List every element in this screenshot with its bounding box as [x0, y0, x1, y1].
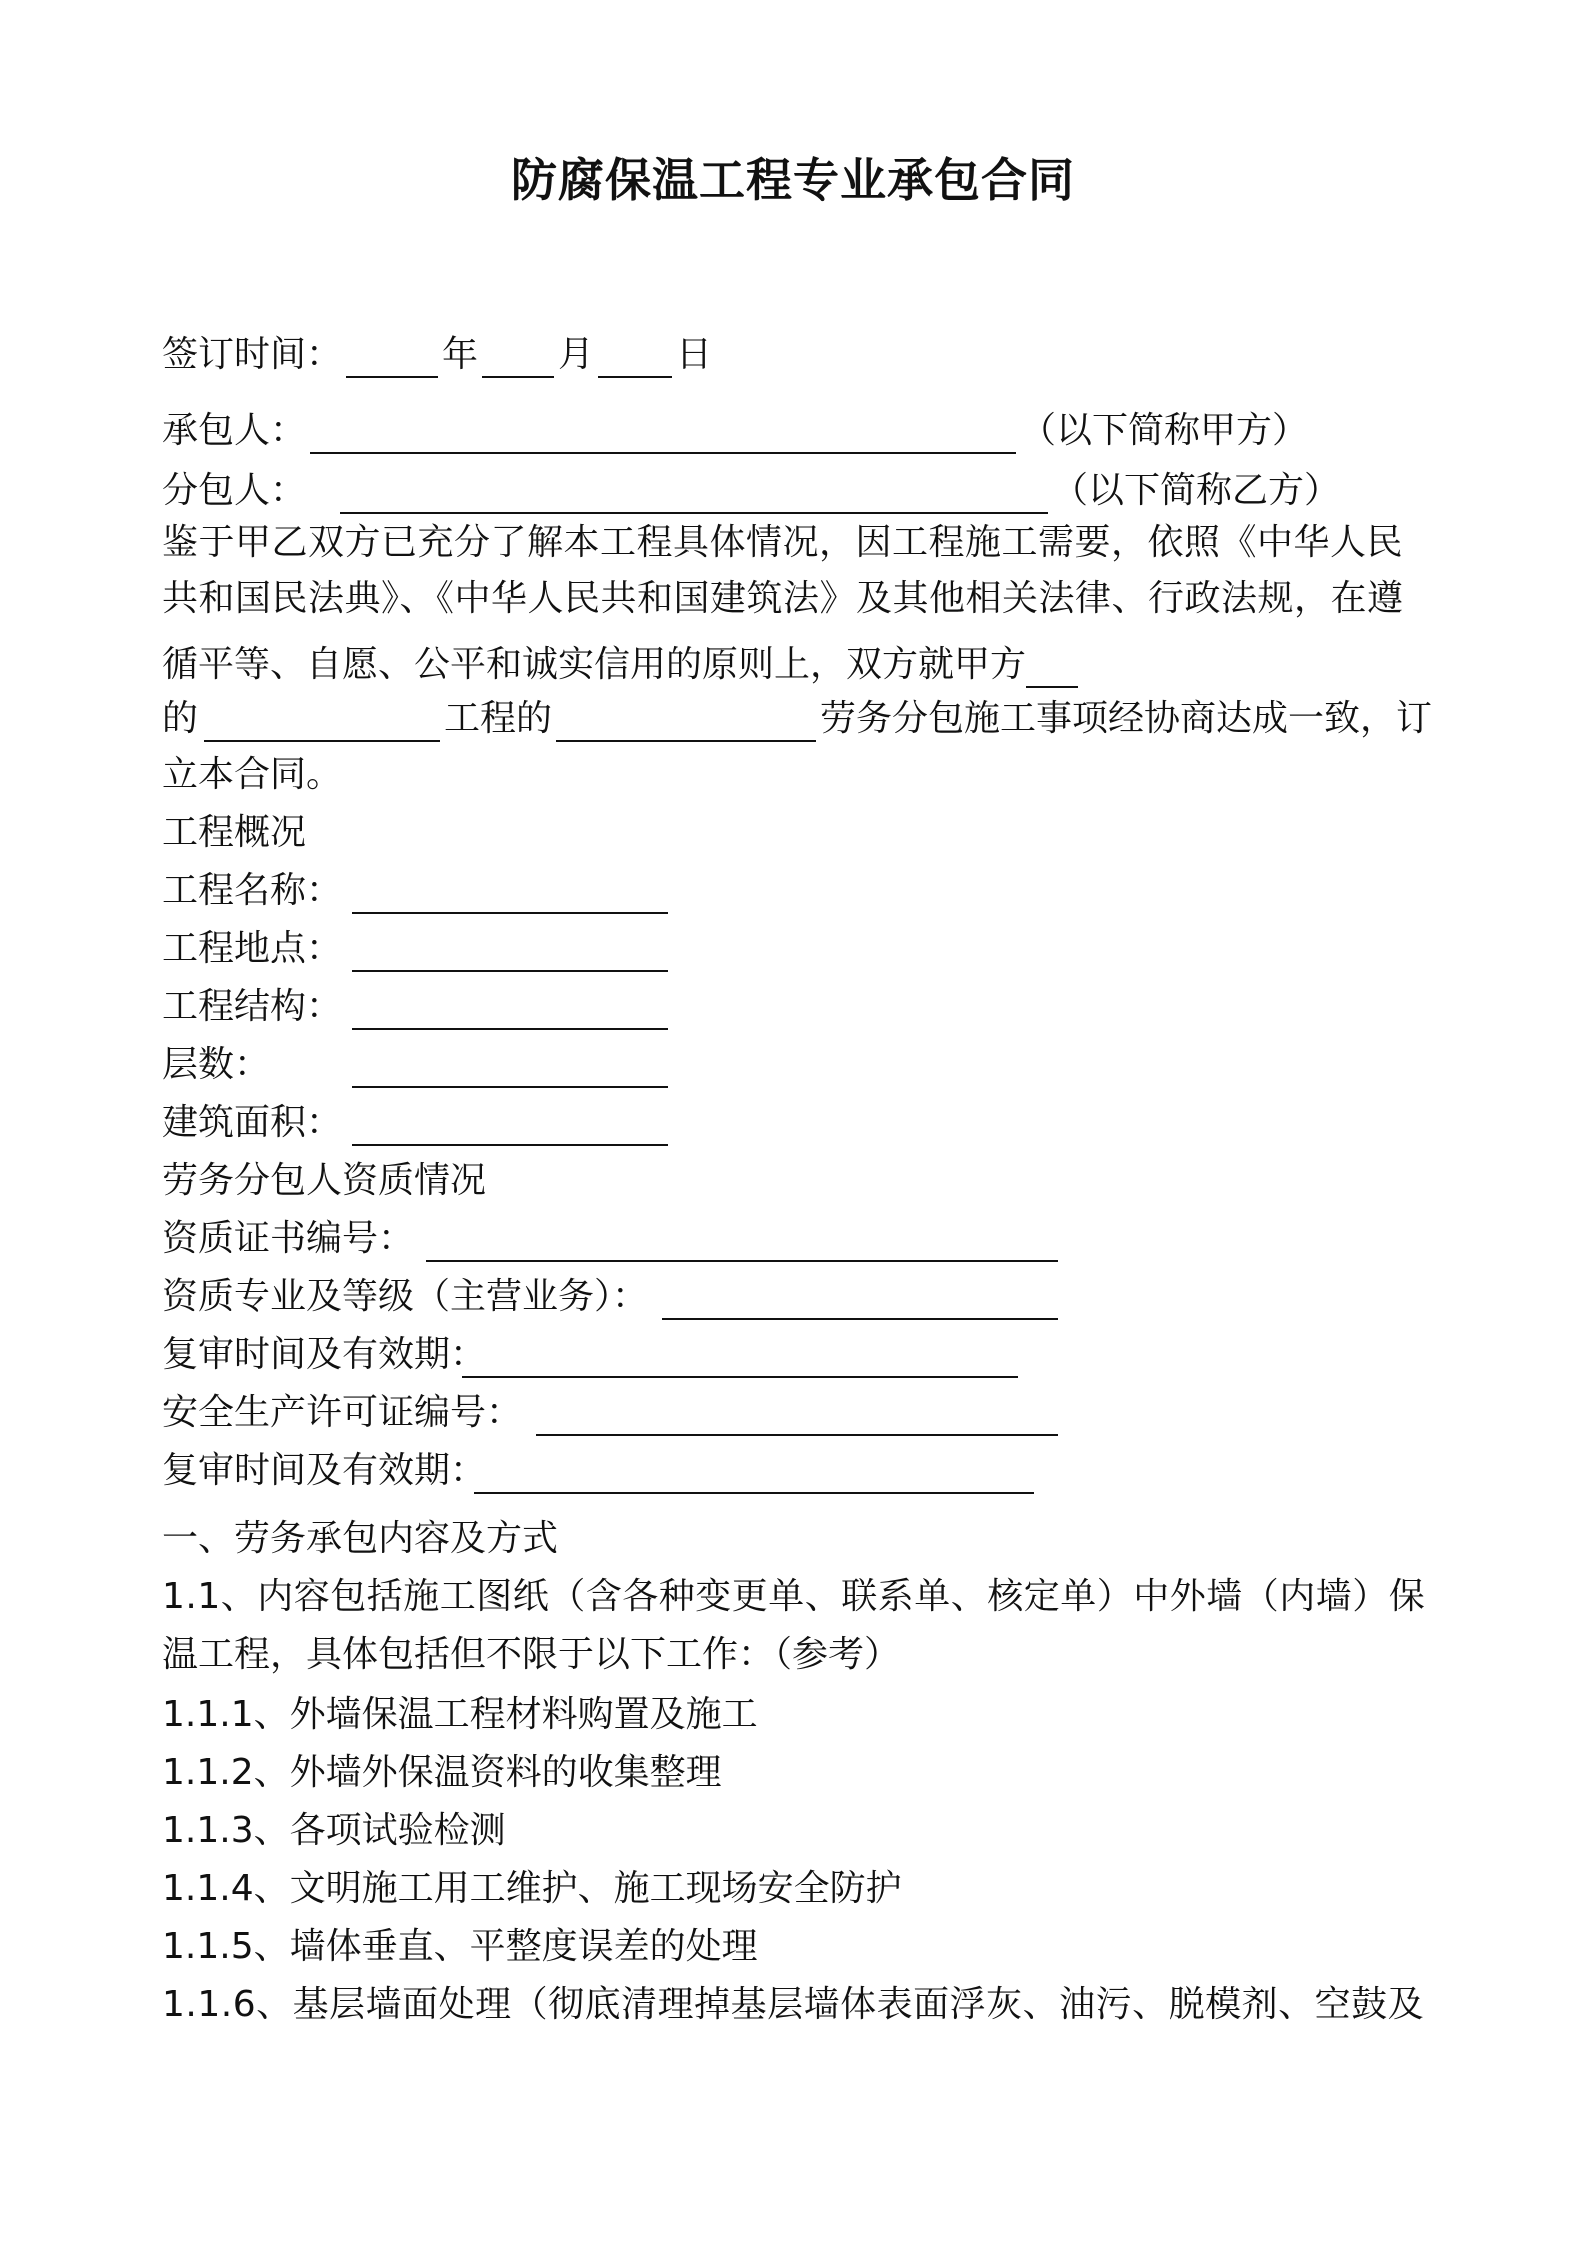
specialty-label: 资质专业及等级（主营业务）： [162, 1276, 649, 1317]
review2-label: 复审时间及有效期： [162, 1450, 487, 1491]
document-title: 防腐保温工程专业承包合同 [511, 153, 1075, 207]
project-location-line [162, 926, 672, 972]
day-label: 日 [676, 334, 713, 375]
project-area-blank[interactable] [352, 1104, 668, 1146]
subcontractor-label: 分包人： [162, 470, 307, 511]
section1-item-2: 1.1.2、外墙外保温资料的收集整理 [162, 1752, 722, 1793]
section1-heading: 一、劳务承包内容及方式 [162, 1518, 559, 1559]
contractor-label: 承包人： [162, 410, 307, 451]
preamble-line-2: 共和国民法典》、《中华人民共和国建筑法》及其他相关法律、行政法规，在遵 [162, 578, 1404, 619]
section1-item-4: 1.1.4、文明施工用工维护、施工现场安全防护 [162, 1868, 902, 1909]
section1-item-3: 1.1.3、各项试验检测 [162, 1810, 506, 1851]
subcontractor-blank[interactable] [340, 462, 1048, 514]
cert-no-label: 资质证书编号： [162, 1218, 415, 1259]
project-structure-blank[interactable] [352, 988, 668, 1030]
project-blank[interactable] [204, 700, 440, 742]
project-heading: 工程概况 [162, 812, 307, 853]
preamble-line-4-project: 工程的 [444, 698, 553, 739]
section1-item-5: 1.1.5、墙体垂直、平整度误差的处理 [162, 1926, 758, 1967]
scope-blank[interactable] [556, 700, 816, 742]
subcontractor-line [162, 462, 1340, 514]
month-blank[interactable] [482, 336, 554, 378]
preamble-line-1: 鉴于甲乙双方已充分了解本工程具体情况，因工程施工需要，依照《中华人民 [162, 522, 1404, 563]
project-floors-blank[interactable] [352, 1046, 668, 1088]
section1-item-1: 1.1.1、外墙保温工程材料购置及施工 [162, 1694, 758, 1735]
preamble-line-4-rest: 劳务分包施工事项经协商达成一致，订 [820, 698, 1433, 739]
specialty-line [162, 1274, 1062, 1320]
preamble-line-4 [162, 696, 1432, 742]
preamble-line-4-de: 的 [162, 698, 199, 739]
day-blank[interactable] [598, 336, 672, 378]
review1-label: 复审时间及有效期： [162, 1334, 487, 1375]
safety-no-line [162, 1390, 1062, 1436]
project-location-blank[interactable] [352, 930, 668, 972]
project-name-label: 工程名称： [162, 870, 343, 911]
contractor-line [162, 408, 1308, 454]
year-label: 年 [442, 334, 479, 375]
review2-blank[interactable] [474, 1452, 1034, 1494]
preamble-line-3-text: 循平等、自愿、公平和诚实信用的原则上，双方就甲方 [162, 644, 1027, 685]
cert-no-blank[interactable] [426, 1220, 1058, 1262]
month-label: 月 [558, 334, 595, 375]
safety-no-label: 安全生产许可证编号： [162, 1392, 523, 1433]
section1-p1-line1: 1.1、内容包括施工图纸（含各种变更单、联系单、核定单）中外墙（内墙）保 [162, 1576, 1426, 1617]
project-name-line [162, 868, 672, 914]
party-a-blank[interactable] [1026, 646, 1078, 688]
review1-line [162, 1332, 1022, 1378]
project-floors-label: 层数： [162, 1044, 271, 1085]
cert-no-line [162, 1216, 1062, 1262]
section1-p1-line2: 温工程，具体包括但不限于以下工作：（参考） [162, 1634, 901, 1675]
project-name-blank[interactable] [352, 872, 668, 914]
review1-blank[interactable] [462, 1336, 1018, 1378]
review2-line [162, 1448, 1038, 1494]
contractor-blank[interactable] [310, 412, 1016, 454]
sign-date-line [162, 332, 712, 378]
section1-item-6: 1.1.6、基层墙面处理（彻底清理掉基层墙体表面浮灰、油污、脱模剂、空鼓及 [162, 1984, 1425, 2025]
project-location-label: 工程地点： [162, 928, 343, 969]
project-area-line [162, 1100, 672, 1146]
project-structure-line [162, 984, 672, 1030]
sign-date-label: 签订时间： [162, 334, 343, 375]
qualification-heading: 劳务分包人资质情况 [162, 1160, 487, 1201]
project-structure-label: 工程结构： [162, 986, 343, 1027]
preamble-line-5: 立本合同。 [162, 754, 343, 795]
project-floors-line [162, 1042, 672, 1088]
specialty-blank[interactable] [662, 1278, 1058, 1320]
year-blank[interactable] [346, 336, 438, 378]
subcontractor-note: （以下简称乙方） [1052, 470, 1341, 511]
project-area-label: 建筑面积： [162, 1102, 343, 1143]
safety-no-blank[interactable] [536, 1394, 1058, 1436]
preamble-line-3 [162, 642, 1082, 688]
contractor-note: （以下简称甲方） [1020, 410, 1309, 451]
